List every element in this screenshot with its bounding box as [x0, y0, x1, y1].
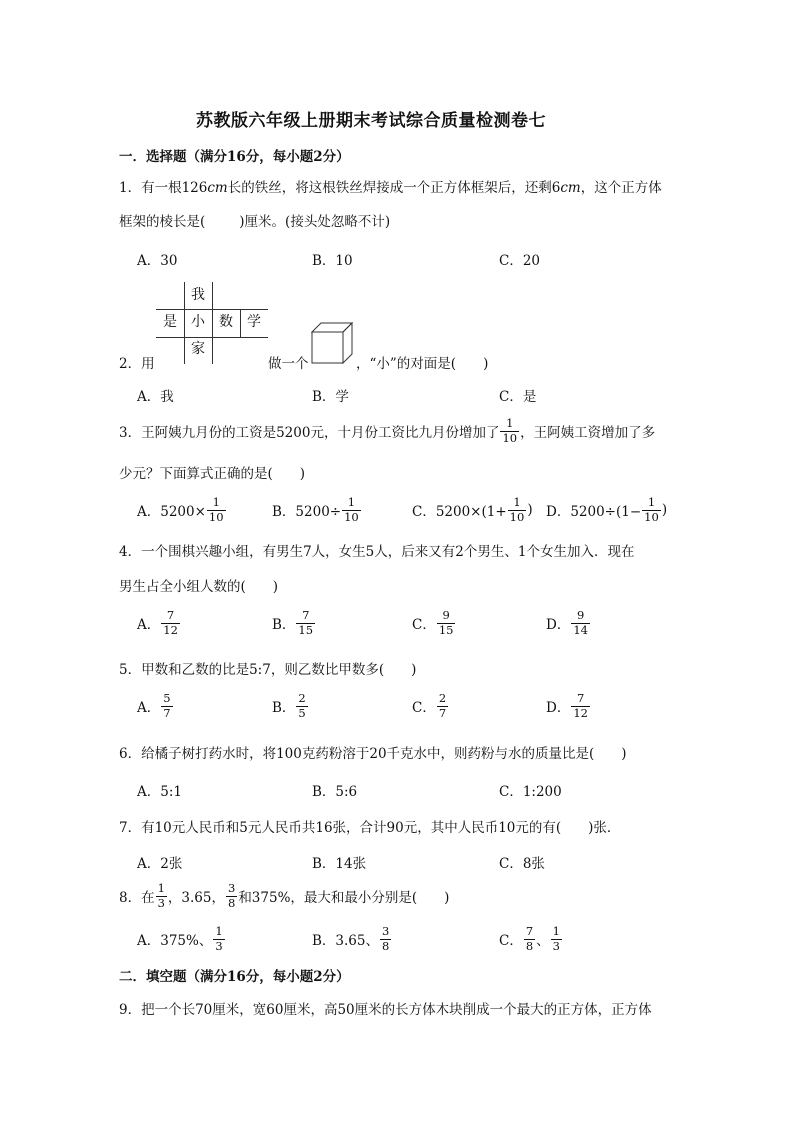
- q2-option-b: B．学: [312, 389, 349, 405]
- q5-option-b: B． $\frac{2}{5}$: [272, 691, 306, 720]
- question-4-line-1: 4．一个围棋兴趣小组，有男生7人，女生5人，后来又有2个男生、1个女生加入．现在: [119, 544, 635, 560]
- question-6-line-1: 6．给橘子树打药水时，将100克药粉溶于20千克水中，则药粉与水的质量比是( ): [119, 746, 627, 762]
- q1-option-c: C．20: [499, 253, 541, 269]
- cube-icon: [311, 322, 353, 364]
- q7-option-c: C．8张: [499, 856, 545, 872]
- net-cell-right-1: 数: [219, 314, 233, 330]
- net-grid-line: [240, 309, 241, 337]
- net-cell-center: 小: [191, 314, 205, 330]
- q5-option-c: C． $\frac{2}{7}$: [412, 691, 447, 720]
- q8-option-b: B．3.65、 $\frac{3}{8}$: [312, 924, 390, 953]
- question-8-line-1: 8．在 $\frac{1}{3}$ ，3.65， $\frac{3}{8}$ 和375%，最大和最小分别是( ): [119, 881, 450, 910]
- net-grid-line: [212, 282, 213, 364]
- q7-option-b: B．14张: [312, 856, 367, 872]
- cube-net-diagram: [156, 282, 268, 364]
- q8-option-c: C． $\frac{7}{8}$ 、 $\frac{1}{3}$: [499, 924, 560, 953]
- question-7-line-1: 7．有10元人民币和5元人民币共16张，合计90元，其中人民币10元的有( )张．: [119, 820, 621, 836]
- net-grid-line: [184, 282, 185, 364]
- q5-option-d: D． $\frac{7}{12}$: [546, 691, 588, 720]
- question-2-suffix: ，“小”的对面是( ): [356, 356, 489, 372]
- q1-option-b: B．10: [312, 253, 353, 269]
- section-heading-choice: 一．选择题（满分16分，每小题2分）: [119, 149, 350, 165]
- q6-option-c: C．1:200: [499, 784, 562, 800]
- q2-option-a: A．我: [137, 389, 174, 405]
- q3-option-a: A．5200× $\frac{1}{10}$: [137, 495, 224, 524]
- q5-option-a: A． $\frac{5}{7}$: [137, 691, 171, 720]
- question-3-line-1: 3．王阿姨九月份的工资是5200元，十月份工资比九月份增加了 $\frac{1}{10}$ ，王阿姨工资增加了多: [119, 416, 656, 445]
- exam-title: 苏教版六年级上册期末考试综合质量检测卷七: [196, 111, 546, 131]
- question-9-line-1: 9．把一个长70厘米，宽60厘米，高50厘米的长方体木块削成一个最大的正方体，正方体: [119, 1002, 652, 1018]
- net-grid-line: [156, 309, 268, 310]
- q3-option-b: B．5200÷ $\frac{1}{10}$: [272, 495, 359, 524]
- net-cell-right-2: 学: [247, 314, 261, 330]
- question-1-line-2: 框架的棱长是( )厘米。(接头处忽略不计): [119, 214, 391, 230]
- section-heading-fill-in: 二．填空题（满分16分，每小题2分）: [119, 969, 350, 985]
- q3-option-c: C．5200×(1+ $\frac{1}{10}$ ): [412, 495, 533, 524]
- q6-option-b: B．5:6: [312, 784, 358, 800]
- net-cell-top: 我: [191, 287, 205, 303]
- q7-option-a: A．2张: [137, 856, 183, 872]
- q3-option-d: D．5200÷(1− $\frac{1}{10}$ ): [546, 495, 668, 524]
- q4-option-d: D． $\frac{9}{14}$: [546, 608, 588, 637]
- q4-option-c: C． $\frac{9}{15}$: [412, 608, 454, 637]
- q4-option-a: A． $\frac{7}{12}$: [137, 608, 178, 637]
- question-1-line-1: 1．有一根126cm长的铁丝，将这根铁丝焊接成一个正方体框架后，还剩6cm，这个正方体: [119, 180, 662, 196]
- question-3-line-2: 少元？下面算式正确的是( ): [119, 466, 306, 482]
- q4-option-b: B． $\frac{7}{15}$: [272, 608, 314, 637]
- question-5-line-1: 5．甲数和乙数的比是5:7，则乙数比甲数多( ): [119, 662, 417, 678]
- net-grid-line: [156, 337, 268, 338]
- fraction: $\frac{1}{10}$: [502, 416, 518, 445]
- question-2-middle: 做一个: [268, 356, 309, 372]
- q2-option-c: C．是: [499, 389, 537, 405]
- question-4-line-2: 男生占全小组人数的( ): [119, 579, 279, 595]
- q1-option-a: A．30: [137, 253, 178, 269]
- net-cell-bottom: 家: [191, 341, 205, 357]
- q6-option-a: A．5:1: [137, 784, 182, 800]
- net-cell-left: 是: [163, 314, 177, 330]
- q8-option-a: A．375%、 $\frac{1}{3}$: [137, 924, 223, 953]
- question-2-line: 2．用: [119, 356, 155, 372]
